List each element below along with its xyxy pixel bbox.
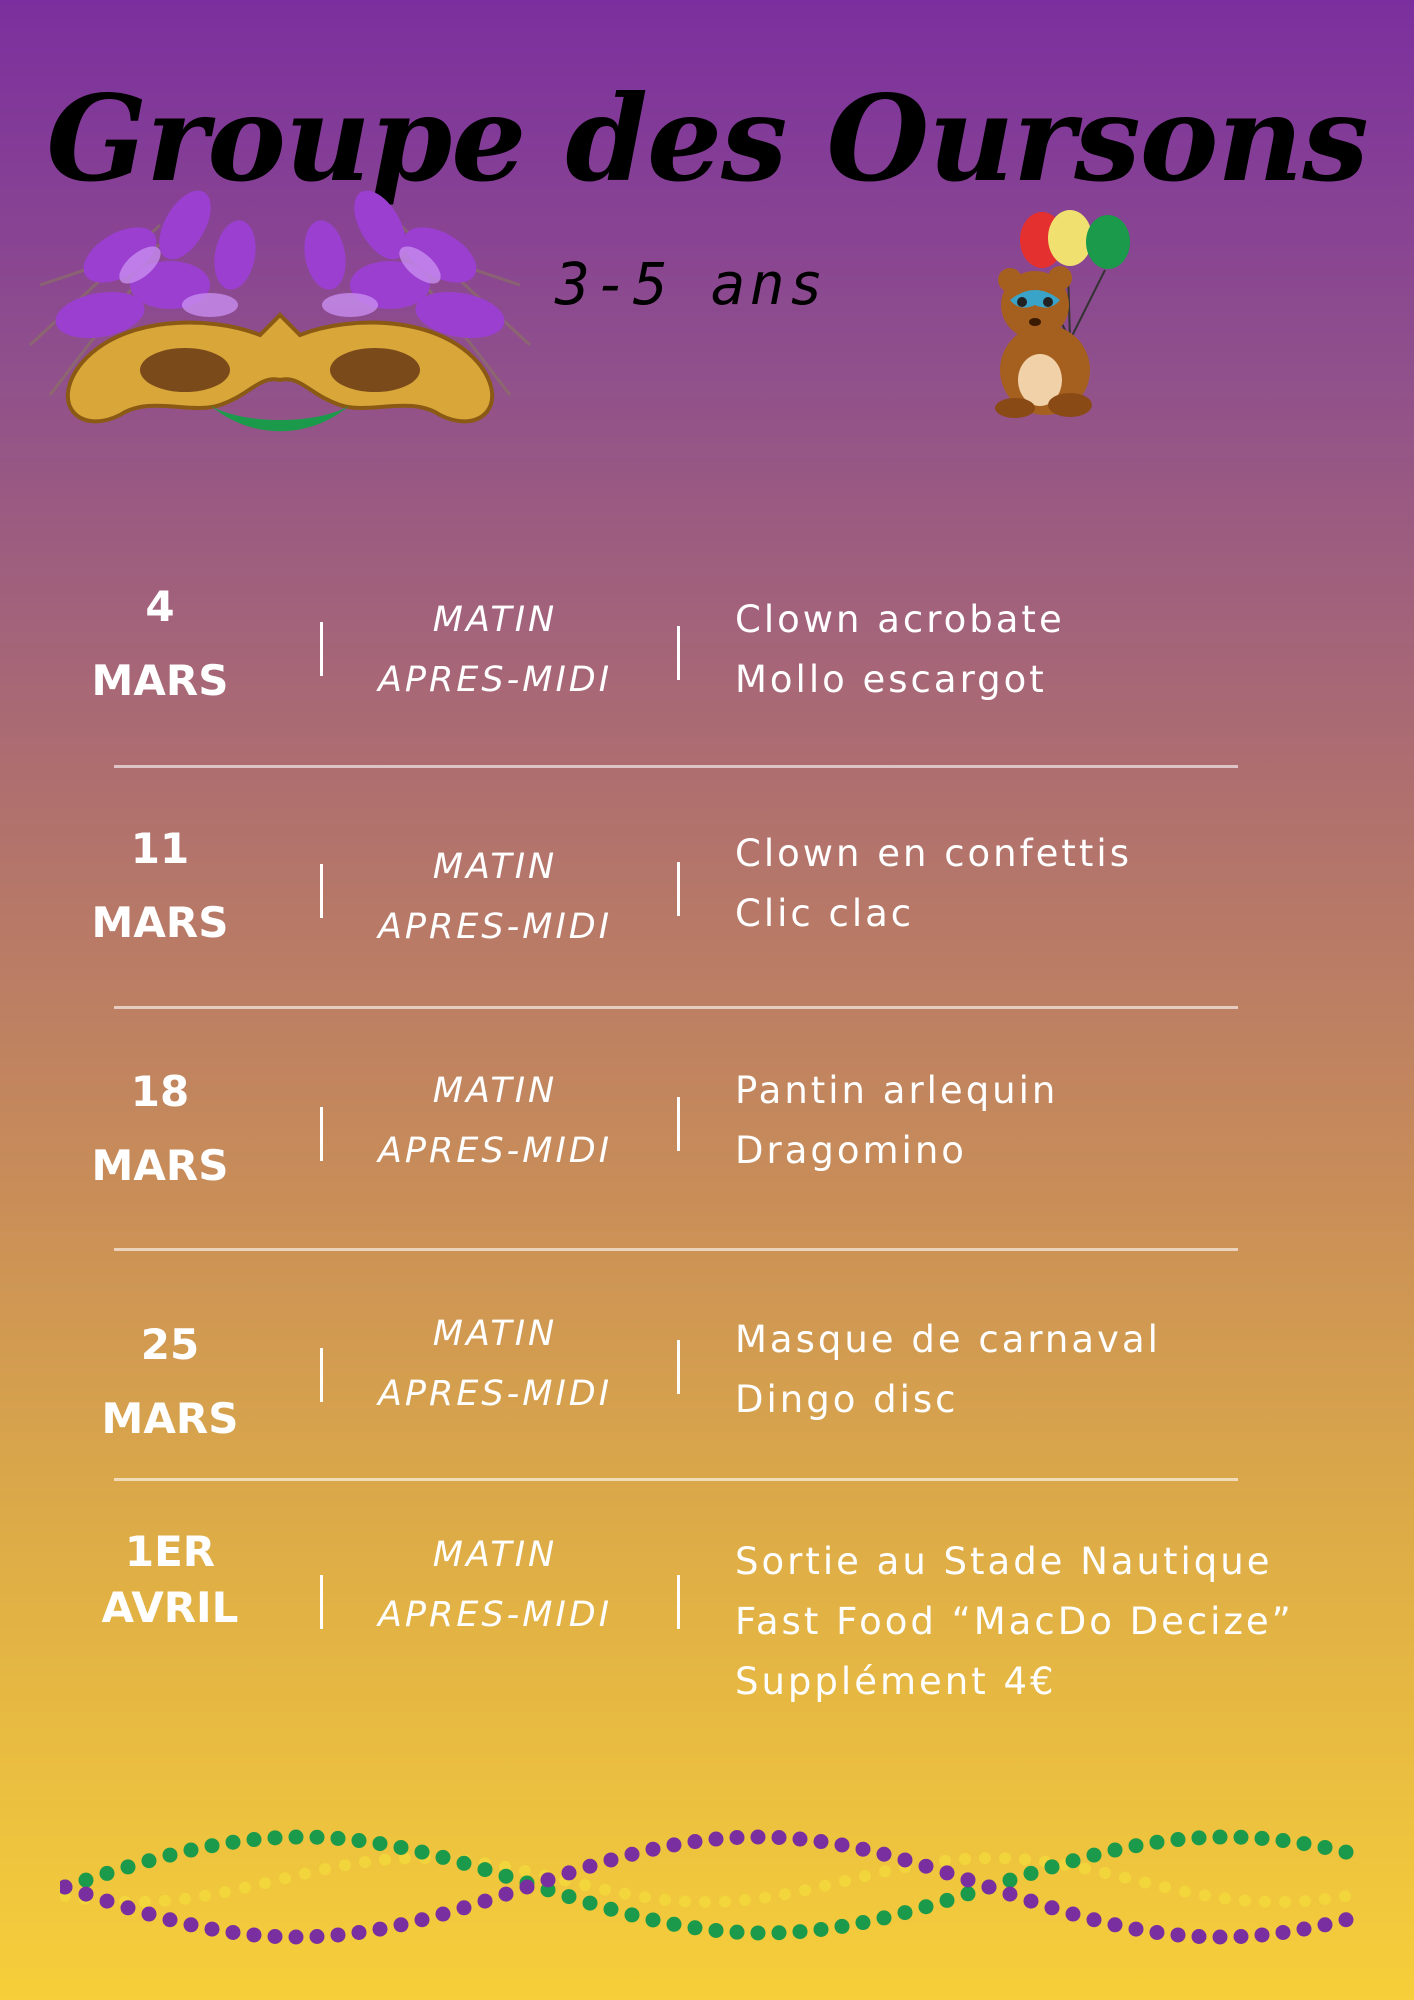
bead — [1087, 1912, 1102, 1927]
bead — [1318, 1840, 1333, 1855]
bead — [940, 1893, 955, 1908]
bead — [751, 1925, 766, 1940]
row-divider — [114, 1006, 1238, 1009]
period-afternoon: APRES-MIDI — [377, 660, 613, 700]
bead — [289, 1830, 304, 1845]
bead — [1318, 1917, 1333, 1932]
bead — [779, 1888, 791, 1900]
bead — [1219, 1892, 1231, 1904]
bead — [1019, 1853, 1031, 1865]
bead — [121, 1859, 136, 1874]
bead — [239, 1882, 251, 1894]
bead — [1239, 1895, 1251, 1907]
activity-list — [735, 1310, 1385, 1430]
bead — [730, 1830, 745, 1845]
bead — [436, 1850, 451, 1865]
bead — [961, 1886, 976, 1901]
column-separator — [320, 1107, 323, 1161]
bead — [415, 1845, 430, 1860]
bead — [520, 1879, 535, 1894]
bead — [759, 1892, 771, 1904]
bead — [1276, 1833, 1291, 1848]
date-day: 11 — [130, 824, 190, 873]
activity-morning: Masque de carnaval — [735, 1318, 1161, 1361]
bead — [1192, 1929, 1207, 1944]
bead — [100, 1894, 115, 1909]
bead — [163, 1912, 178, 1927]
activity-morning: Clown acrobate — [735, 598, 1065, 641]
bead — [226, 1925, 241, 1940]
bead — [1099, 1867, 1111, 1879]
bead — [1339, 1890, 1351, 1902]
bead — [1319, 1893, 1331, 1905]
bead — [772, 1830, 787, 1845]
bead — [1255, 1831, 1270, 1846]
bead — [60, 1880, 73, 1895]
bead — [709, 1923, 724, 1938]
bear-with-balloons-icon — [960, 210, 1140, 420]
bead — [205, 1922, 220, 1937]
bead — [159, 1895, 171, 1907]
bead — [772, 1925, 787, 1940]
bead — [999, 1852, 1011, 1864]
column-separator — [677, 626, 680, 680]
period-afternoon: APRES-MIDI — [377, 1374, 613, 1414]
date-month: MARS — [91, 656, 229, 705]
bead — [299, 1868, 311, 1880]
bead — [839, 1875, 851, 1887]
bead — [339, 1859, 351, 1871]
bead — [142, 1853, 157, 1868]
mardi-gras-beads-icon — [60, 1805, 1360, 1985]
bead — [373, 1836, 388, 1851]
bead — [688, 1834, 703, 1849]
activity-morning: Pantin arlequin — [735, 1069, 1059, 1112]
period-morning: MATIN — [432, 600, 558, 640]
bead — [688, 1920, 703, 1935]
bead — [719, 1896, 731, 1908]
bead — [1045, 1900, 1060, 1915]
bead — [205, 1838, 220, 1853]
period-morning: MATIN — [432, 1071, 558, 1111]
activity-afternoon: Mollo escargot — [735, 658, 1047, 701]
bead — [1066, 1907, 1081, 1922]
period-list — [360, 590, 630, 710]
column-separator — [677, 1575, 680, 1629]
bead — [859, 1870, 871, 1882]
activity-afternoon: Dingo disc — [735, 1378, 959, 1421]
bead — [835, 1837, 850, 1852]
bead — [1139, 1876, 1151, 1888]
bead — [1108, 1843, 1123, 1858]
bead — [1299, 1895, 1311, 1907]
bead — [940, 1865, 955, 1880]
bead — [1129, 1922, 1144, 1937]
bead — [961, 1872, 976, 1887]
bead — [79, 1873, 94, 1888]
column-separator — [320, 622, 323, 676]
bead — [1339, 1912, 1354, 1927]
bead — [1066, 1853, 1081, 1868]
bead — [310, 1929, 325, 1944]
bead — [541, 1872, 556, 1887]
bead — [604, 1852, 619, 1867]
bead — [856, 1842, 871, 1857]
bead — [562, 1865, 577, 1880]
row-divider — [114, 765, 1238, 768]
bead — [478, 1894, 493, 1909]
bead — [879, 1866, 891, 1878]
bead — [579, 1879, 591, 1891]
bead — [259, 1877, 271, 1889]
activity-morning: Sortie au Stade Nautique — [735, 1540, 1273, 1583]
bead — [667, 1917, 682, 1932]
activity-afternoon: Fast Food “MacDo Decize” — [735, 1600, 1294, 1643]
bead — [1087, 1848, 1102, 1863]
bead — [247, 1927, 262, 1942]
activity-list — [735, 824, 1385, 944]
bead — [919, 1859, 934, 1874]
bead — [1024, 1866, 1039, 1881]
bead — [898, 1905, 913, 1920]
bead — [331, 1831, 346, 1846]
bead — [457, 1856, 472, 1871]
bead — [184, 1843, 199, 1858]
bead — [646, 1912, 661, 1927]
date-day: 4 — [145, 582, 175, 631]
bead — [814, 1834, 829, 1849]
bead — [1171, 1927, 1186, 1942]
bead — [359, 1856, 371, 1868]
bead — [646, 1842, 661, 1857]
date-month: MARS — [101, 1394, 239, 1443]
bead — [268, 1830, 283, 1845]
bead — [679, 1895, 691, 1907]
bead — [1024, 1894, 1039, 1909]
column-separator — [320, 1575, 323, 1629]
period-afternoon: APRES-MIDI — [377, 1131, 613, 1171]
column-separator — [320, 1348, 323, 1402]
bead — [199, 1890, 211, 1902]
activity-afternoon: Dragomino — [735, 1129, 967, 1172]
period-afternoon: APRES-MIDI — [377, 907, 613, 947]
date-day: 25 — [140, 1320, 200, 1369]
row-divider — [114, 1248, 1238, 1251]
bead — [1045, 1859, 1060, 1874]
bead — [1255, 1927, 1270, 1942]
column-separator — [677, 1097, 680, 1151]
bead — [730, 1925, 745, 1940]
page-title: Groupe des Oursons — [46, 69, 1368, 208]
bead — [79, 1887, 94, 1902]
activity-list — [735, 1061, 1385, 1181]
bead — [1297, 1922, 1312, 1937]
bead — [226, 1835, 241, 1850]
bead — [121, 1900, 136, 1915]
activity-afternoon: Clic clac — [735, 892, 915, 935]
bead — [1297, 1836, 1312, 1851]
bead — [394, 1840, 409, 1855]
period-morning: MATIN — [432, 1535, 558, 1575]
bead — [1150, 1835, 1165, 1850]
bead — [457, 1900, 472, 1915]
carnival-mask-icon — [10, 165, 550, 475]
bead — [604, 1902, 619, 1917]
bead — [1150, 1925, 1165, 1940]
bead — [139, 1896, 151, 1908]
bead — [100, 1866, 115, 1881]
bead — [1279, 1896, 1291, 1908]
bead — [625, 1907, 640, 1922]
bead — [1129, 1838, 1144, 1853]
age-range-subtitle: 3-5 ans — [555, 250, 828, 318]
period-morning: MATIN — [432, 1314, 558, 1354]
bead — [394, 1917, 409, 1932]
bead — [856, 1915, 871, 1930]
bead — [793, 1832, 808, 1847]
bead — [352, 1833, 367, 1848]
bead — [877, 1910, 892, 1925]
bead — [919, 1899, 934, 1914]
bead — [373, 1922, 388, 1937]
date-day: 1ER — [124, 1527, 216, 1576]
bead — [1079, 1863, 1091, 1875]
bead — [699, 1896, 711, 1908]
bead — [247, 1832, 262, 1847]
bead — [1108, 1917, 1123, 1932]
period-list — [360, 1525, 630, 1645]
date-month: MARS — [91, 898, 229, 947]
bead — [619, 1888, 631, 1900]
period-list — [360, 837, 630, 957]
bead — [835, 1919, 850, 1934]
column-separator — [320, 864, 323, 918]
bead — [659, 1894, 671, 1906]
bead — [279, 1872, 291, 1884]
bead — [667, 1837, 682, 1852]
bead — [1159, 1881, 1171, 1893]
bead — [939, 1855, 951, 1867]
bead — [1213, 1930, 1228, 1945]
bead — [142, 1907, 157, 1922]
activity-list — [735, 590, 1385, 710]
bead — [184, 1917, 199, 1932]
bead — [352, 1925, 367, 1940]
bead — [599, 1884, 611, 1896]
bead — [415, 1912, 430, 1927]
period-list — [360, 1061, 630, 1181]
activity-supplement: Supplément 4€ — [735, 1660, 1057, 1703]
row-divider — [114, 1478, 1238, 1481]
bead — [1234, 1830, 1249, 1845]
bead — [499, 1887, 514, 1902]
bead — [519, 1865, 531, 1877]
date-day: 18 — [130, 1067, 190, 1116]
bead — [793, 1924, 808, 1939]
bead — [310, 1830, 325, 1845]
bead — [1003, 1887, 1018, 1902]
bead — [583, 1896, 598, 1911]
bead — [1003, 1873, 1018, 1888]
bead — [1276, 1925, 1291, 1940]
bead — [478, 1862, 493, 1877]
bead — [436, 1907, 451, 1922]
column-separator — [677, 862, 680, 916]
bead — [499, 1869, 514, 1884]
bead — [639, 1891, 651, 1903]
period-afternoon: APRES-MIDI — [377, 1595, 613, 1635]
bead — [877, 1847, 892, 1862]
activity-list — [735, 1532, 1385, 1712]
date-month: MARS — [91, 1141, 229, 1190]
bead — [1192, 1830, 1207, 1845]
column-separator — [677, 1340, 680, 1394]
bead — [1119, 1872, 1131, 1884]
bead — [379, 1854, 391, 1866]
bead — [268, 1929, 283, 1944]
date-month: AVRIL — [101, 1583, 239, 1632]
bead — [163, 1848, 178, 1863]
bead — [1213, 1830, 1228, 1845]
bead — [1199, 1889, 1211, 1901]
bead — [625, 1847, 640, 1862]
bead — [982, 1880, 997, 1895]
bead — [979, 1852, 991, 1864]
bead — [814, 1922, 829, 1937]
activity-morning: Clown en confettis — [735, 832, 1132, 875]
bead — [1171, 1832, 1186, 1847]
period-list — [360, 1304, 630, 1424]
bead — [709, 1832, 724, 1847]
bead — [898, 1852, 913, 1867]
bead — [331, 1927, 346, 1942]
bead — [583, 1859, 598, 1874]
bead — [1259, 1896, 1271, 1908]
bead — [289, 1930, 304, 1945]
bead — [959, 1853, 971, 1865]
period-morning: MATIN — [432, 847, 558, 887]
bead — [1234, 1929, 1249, 1944]
bead — [219, 1886, 231, 1898]
bead — [319, 1863, 331, 1875]
bead — [751, 1830, 766, 1845]
bead — [1179, 1886, 1191, 1898]
bead — [799, 1884, 811, 1896]
bead — [1339, 1845, 1354, 1860]
bead — [562, 1889, 577, 1904]
bead — [819, 1880, 831, 1892]
bead — [179, 1893, 191, 1905]
bead — [739, 1894, 751, 1906]
